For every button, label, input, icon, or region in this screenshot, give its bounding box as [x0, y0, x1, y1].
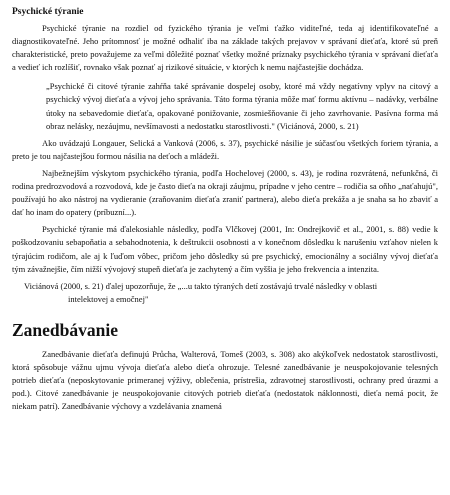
citation-line-1: Viciánová (2000, s. 21) ďalej upozorňuje, že „...u takto týraných detí zostávajú trvalé následky v oblasti [24, 280, 378, 291]
section-heading-zanedbavanie: Zanedbávanie [12, 319, 118, 340]
citation-line-2: intelektovej a emočnej" [68, 293, 149, 304]
paragraph-vlckova: Psychické týranie má ďalekosiahle následky, podľa Vlčkovej (2001, In: Ondrejkovič et al., 2001, s. 88) vedie k poškodzovaniu sebapoňatia a sebahodnotenia, k deštrukcii osobnosti a v konečnom dôsledku k narušeniu vzťahov nielen k týrajúcim rodičom, ale aj k ľuďom vôbec, pričom jeho dôsledky sú pre psychický, emocionálny a sociálny vývoj dieťaťa tým závažnejšie, čím nižší vývojový stupeň dieťaťa je zachytený a čím vyššia je jeho frekvencia a intenzita. [12, 224, 438, 274]
paragraph-hochelova: Najbežnejším výskytom psychického týrania, podľa Hochelovej (2000, s. 43), je rodina rozvrátená, nefunkčná, či rodina predrozvodová a rozvodová, kde je často dieťa na okraji záujmu, prípadne v jeho centre – rodičia sa oňho „naťahujú", používajú ho ako nástroj na vydieranie (zraňovanim dieťaťa zraniť partnera), alebo dieťa prekáža a je snaha sa ho zbaviť a dať ho inam do opatery (príbuzní...). [12, 167, 438, 218]
paragraph-intro: Psychické týranie na rozdiel od fyzického týrania je veľmi ťažko viditeľné, teda aj identifikovateľné a diagnostikovateľné. Jeho prítomnosť je možné odhaliť iba na základe takých prejavov v správaní dieťaťa, ktoré sú preň charakteristické, preto považujeme za veľmi dôležité poznať všetky možné príznaky psychického týrania v správaní dieťaťa a vedieť ich rozlíšiť, rovnako však poznať aj rizikové situácie, v ktorých k nemu najčastejšie dochádza. [12, 23, 438, 73]
paragraph-zanedbavanie: Zanedbávanie dieťaťa definujú Průcha, Walterová, Tomeš (2003, s. 308) ako akýkoľvek nedostatok starostlivosti, ktorá spôsobuje vážnu ujmu vývoja dieťaťa alebo dieťa ohrozuje. Telesné zanedbávanie je neuspokojovanie telesných potrieb dieťaťa (neposkytovanie primeranej výživy, oblečenia, prístrešia, zdravotnej starostlivosti, ochrany pred úrazmi a pod.). Citové zanedbávanie je neuspokojovanie citových potrieb dieťaťa (nedostatok náklonnosti, dieťa nemá pocit, že niekam patrí). Zanedbávanie výchovy a vzdelávania znamená [12, 348, 438, 412]
paragraph-longauer: Ako uvádzajú Longauer, Selická a Vanková (2006, s. 37), psychické násilie je súčasťou všetkých foriem týrania, a preto je tou najčastejšou formou násilia na deťoch a mládeži. [12, 137, 438, 161]
quote-text: „Psychické či citové týranie zahŕňa také správanie dospelej osoby, ktoré má vždy negatívny vplyv na citový a psychický vývoj dieťaťa a vývoj jeho správania. Táto forma týrania môže mať formu aktívnu – nadávky, verbálne útoky na sebavedomie dieťaťa, opakované ponižovanie, zosmiešňovanie či jeho zavrhovanie. Pasívna forma má obraz nelásky, nezáujmu, nevšímavosti a nedostatku starostlivosti." (Viciánová, 2000, s. 21) [46, 81, 438, 131]
quote-paragraph [12, 80, 438, 132]
section-heading-psychicke-tyranie: Psychické týranie [12, 7, 84, 17]
citation-vicianova [12, 280, 438, 306]
